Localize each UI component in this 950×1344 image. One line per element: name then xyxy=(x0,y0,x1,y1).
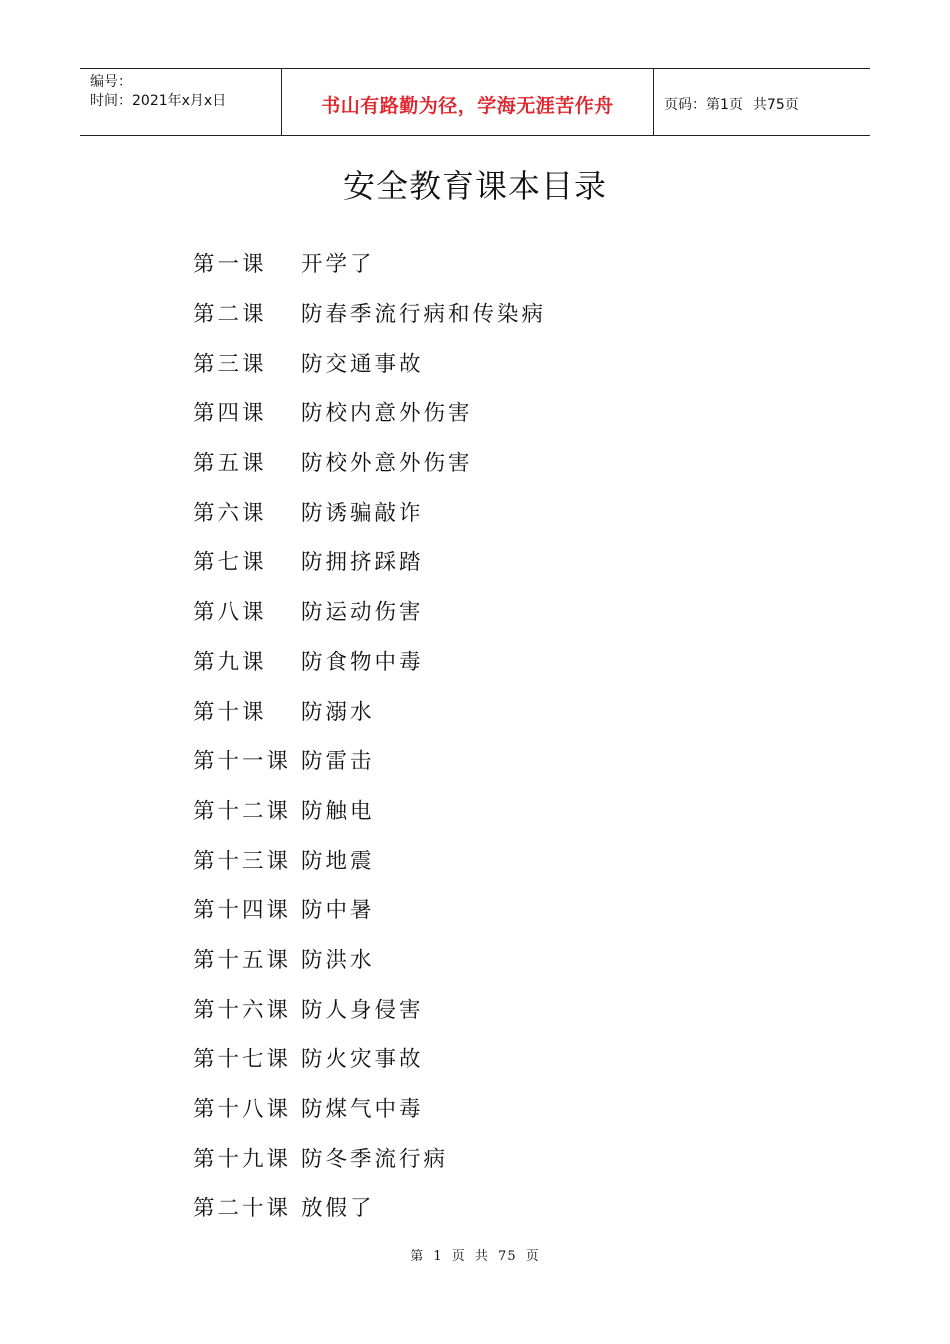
page-title: 安全教育课本目录 xyxy=(342,167,607,205)
lesson-item xyxy=(193,685,546,735)
page-footer: 第 1 页 共 75 页 xyxy=(410,1249,540,1264)
motto-text: 书山有路勤为径，学海无涯苦作舟 xyxy=(321,94,614,117)
page-total: 共75页 xyxy=(752,97,799,113)
lesson-topic: 防冬季流行病 xyxy=(301,1146,449,1172)
lesson-item xyxy=(193,337,546,387)
lesson-topic: 防诱骗敲诈 xyxy=(301,500,424,526)
lesson-number: 第十二课 xyxy=(193,798,292,824)
lesson-number: 第二课 xyxy=(193,302,267,328)
page-current: 页码：第1页 xyxy=(664,97,743,113)
lesson-item xyxy=(193,486,546,536)
lesson-topic: 防校外意外伤害 xyxy=(301,451,473,477)
lesson-topic: 防运动伤害 xyxy=(301,600,424,626)
lesson-item xyxy=(193,934,546,984)
lesson-number: 第一课 xyxy=(193,252,267,278)
lesson-item xyxy=(193,834,546,884)
lesson-number: 第十五课 xyxy=(193,947,292,973)
document-header xyxy=(80,68,870,136)
lesson-topic: 防雷击 xyxy=(301,749,375,775)
lesson-number: 第十三课 xyxy=(193,848,292,874)
lesson-topic: 放假了 xyxy=(301,1196,375,1222)
lesson-number: 第二十课 xyxy=(193,1196,292,1222)
lesson-item xyxy=(193,785,546,835)
lesson-item xyxy=(193,536,546,586)
lesson-item xyxy=(193,586,546,636)
lesson-number: 第四课 xyxy=(193,401,267,427)
lesson-item xyxy=(193,1132,546,1182)
lesson-number: 第六课 xyxy=(193,500,267,526)
lesson-number: 第九课 xyxy=(193,649,267,675)
lesson-item xyxy=(193,387,546,437)
lesson-list xyxy=(193,238,546,1232)
code-label: 编号： xyxy=(90,74,132,90)
header-motto-cell xyxy=(282,69,654,135)
lesson-item xyxy=(193,437,546,487)
lesson-item xyxy=(193,1033,546,1083)
date-line: 时间：2021年x月x日 xyxy=(90,93,227,109)
lesson-topic: 防交通事故 xyxy=(301,351,424,377)
lesson-topic: 防触电 xyxy=(301,798,375,824)
lesson-topic: 防拥挤踩踏 xyxy=(301,550,424,576)
lesson-number: 第七课 xyxy=(193,550,267,576)
lesson-number: 第十六课 xyxy=(193,997,292,1023)
lesson-item xyxy=(193,288,546,338)
lesson-topic: 防食物中毒 xyxy=(301,649,424,675)
lesson-topic: 防中暑 xyxy=(301,898,375,924)
header-page-cell xyxy=(654,69,870,135)
lesson-number: 第八课 xyxy=(193,600,267,626)
lesson-topic: 防洪水 xyxy=(301,947,375,973)
lesson-item xyxy=(193,1182,546,1232)
lesson-number: 第十一课 xyxy=(193,749,292,775)
lesson-topic: 防校内意外伤害 xyxy=(301,401,473,427)
lesson-topic: 防地震 xyxy=(301,848,375,874)
lesson-item xyxy=(193,238,546,288)
lesson-topic: 防溺水 xyxy=(301,699,375,725)
header-meta-cell xyxy=(80,69,282,135)
lesson-number: 第十课 xyxy=(193,699,267,725)
lesson-number: 第十九课 xyxy=(193,1146,292,1172)
lesson-topic: 防人身侵害 xyxy=(301,997,424,1023)
lesson-number: 第十四课 xyxy=(193,898,292,924)
lesson-item xyxy=(193,1083,546,1133)
lesson-topic: 防火灾事故 xyxy=(301,1047,424,1073)
lesson-item xyxy=(193,884,546,934)
lesson-number: 第十七课 xyxy=(193,1047,292,1073)
lesson-number: 第三课 xyxy=(193,351,267,377)
lesson-topic: 防春季流行病和传染病 xyxy=(301,302,547,328)
lesson-topic: 开学了 xyxy=(301,252,375,278)
lesson-item xyxy=(193,636,546,686)
lesson-number: 第十八课 xyxy=(193,1097,292,1123)
lesson-number: 第五课 xyxy=(193,451,267,477)
lesson-item xyxy=(193,983,546,1033)
lesson-topic: 防煤气中毒 xyxy=(301,1097,424,1123)
lesson-item xyxy=(193,735,546,785)
